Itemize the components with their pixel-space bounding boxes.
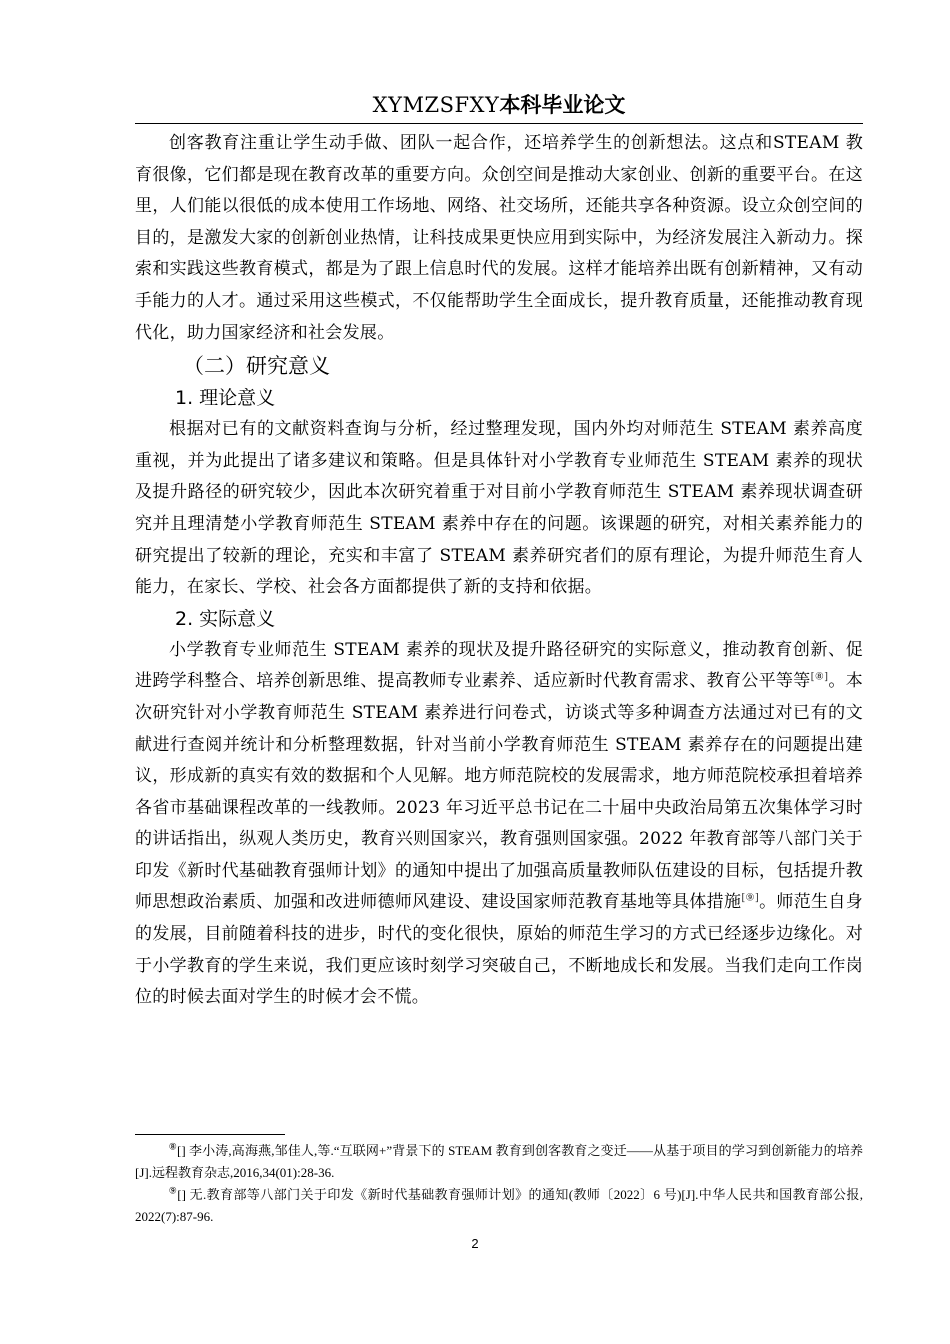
practice-text-b: 。本次研究针对小学教育师范生 STEAM 素养进行问卷式，访谈式等多种调查方法通过对已有的文献进行查阅并统计和分析整理数据，针对当前小学教育师范生 STEAM 素养存在的问题提出建议，形成新的真实有效的数据和个人见解。地方师范院校的发展需求，地方师范院校承担着培养各省市基础课程改革的一线教师。2023 年习近平总书记在二十届中央政治局第五次集体学习时的讲话指出，纵观人类历史，教育兴则国家兴，教育强则国家强。2022 年教育部等八部门关于印发《新时代基础教育强师计划》的通知中提出了加强高质量教师队伍建设的目标，包括提升教师思想政治素质、加强和改进师德师风建设、建设国家师范教育基地等具体措施 [135, 671, 863, 913]
footnote-text: [] 李小涛,高海燕,邹佳人,等.“互联网+”背景下的 STEAM 教育到创客教育之变迁——从基于项目的学习到创新能力的培养[J].远程教育杂志,2016,34(01):28-36. [135, 1143, 863, 1180]
footnote-ref-8[interactable]: [⑧] [810, 671, 829, 683]
footnote-separator [135, 1134, 285, 1135]
section-heading: （二）研究意义 [183, 354, 330, 379]
footnote-mark: ⑨ [168, 1185, 178, 1196]
body-text [135, 128, 863, 1014]
running-header [135, 90, 863, 124]
theory-paragraph: 根据对已有的文献资料查询与分析，经过整理发现，国内外均对师范生 STEAM 素养高度重视，并为此提出了诸多建议和策略。但是具体针对小学教育专业师范生 STEAM 素养的现状及提升路径的研究较少，因此本次研究着重于对目前小学教育师范生 STEAM 素养现状调查研究并且理清楚小学教育师范生 STEAM 素养中存在的问题。该课题的研究，对相关素养能力的研究提出了较新的理论，充实和丰富了 STEAM 素养研究者们的原有理论，为提升师范生育人能力，在家长、学校、社会各方面都提供了新的支持和依据。 [135, 419, 863, 598]
practice-heading: 2. 实际意义 [175, 607, 276, 630]
footnote-mark: ⑧ [168, 1141, 177, 1152]
intro-paragraph: 创客教育注重让学生动手做、团队一起合作，还培养学生的创新想法。这点和STEAM 教育很像，它们都是现在教育改革的重要方向。众创空间是推动大家创业、创新的重要平台。在这里，人们能以很低的成本使用工作场地、网络、社交场所，还能共享各种资源。设立众创空间的目的，是激发大家的创新创业热情，让科技成果更快应用到实际中，为经济发展注入新动力。探索和实践这些教育模式，都是为了跟上信息时代的发展。这样才能培养出既有创新精神，又有动手能力的人才。通过采用这些模式，不仅能帮助学生全面成长，提升教育质量，还能推动教育现代化，助力国家经济和社会发展。 [135, 133, 863, 343]
practice-text-c: 。师范生自身的发展，目前随着科技的进步，时代的变化很快，原始的师范生学习的方式已经逐步边缘化。对于小学教育的学生来说，我们更应该时刻学习突破自己，不断地成长和发展。当我们走向工作岗位的时候去面对学生的时候才会不慌。 [135, 892, 863, 1008]
footnote-8 [135, 1140, 863, 1184]
header-cjk-title: 本科毕业论文 [499, 93, 626, 117]
practice-paragraph [135, 635, 863, 1014]
footnotes [135, 1140, 863, 1228]
footnote-text: [] 无.教育部等八部门关于印发《新时代基础教育强师计划》的通知(教师〔2022〕6 号)[J].中华人民共和国教育部公报, 2022(7):87-96. [135, 1187, 863, 1224]
footnote-9 [135, 1184, 863, 1228]
header-latin-title: XYMZSFXY [372, 93, 500, 117]
page-number: 2 [471, 1236, 479, 1251]
practice-text-a: 小学教育专业师范生 STEAM 素养的现状及提升路径研究的实际意义，推动教育创新、促进跨学科整合、培养创新思维、提高教师专业素养、适应新时代教育需求、教育公平等等 [135, 639, 863, 692]
footnote-ref-9[interactable]: [⑨] [741, 892, 760, 904]
theory-heading: 1. 理论意义 [175, 387, 276, 410]
